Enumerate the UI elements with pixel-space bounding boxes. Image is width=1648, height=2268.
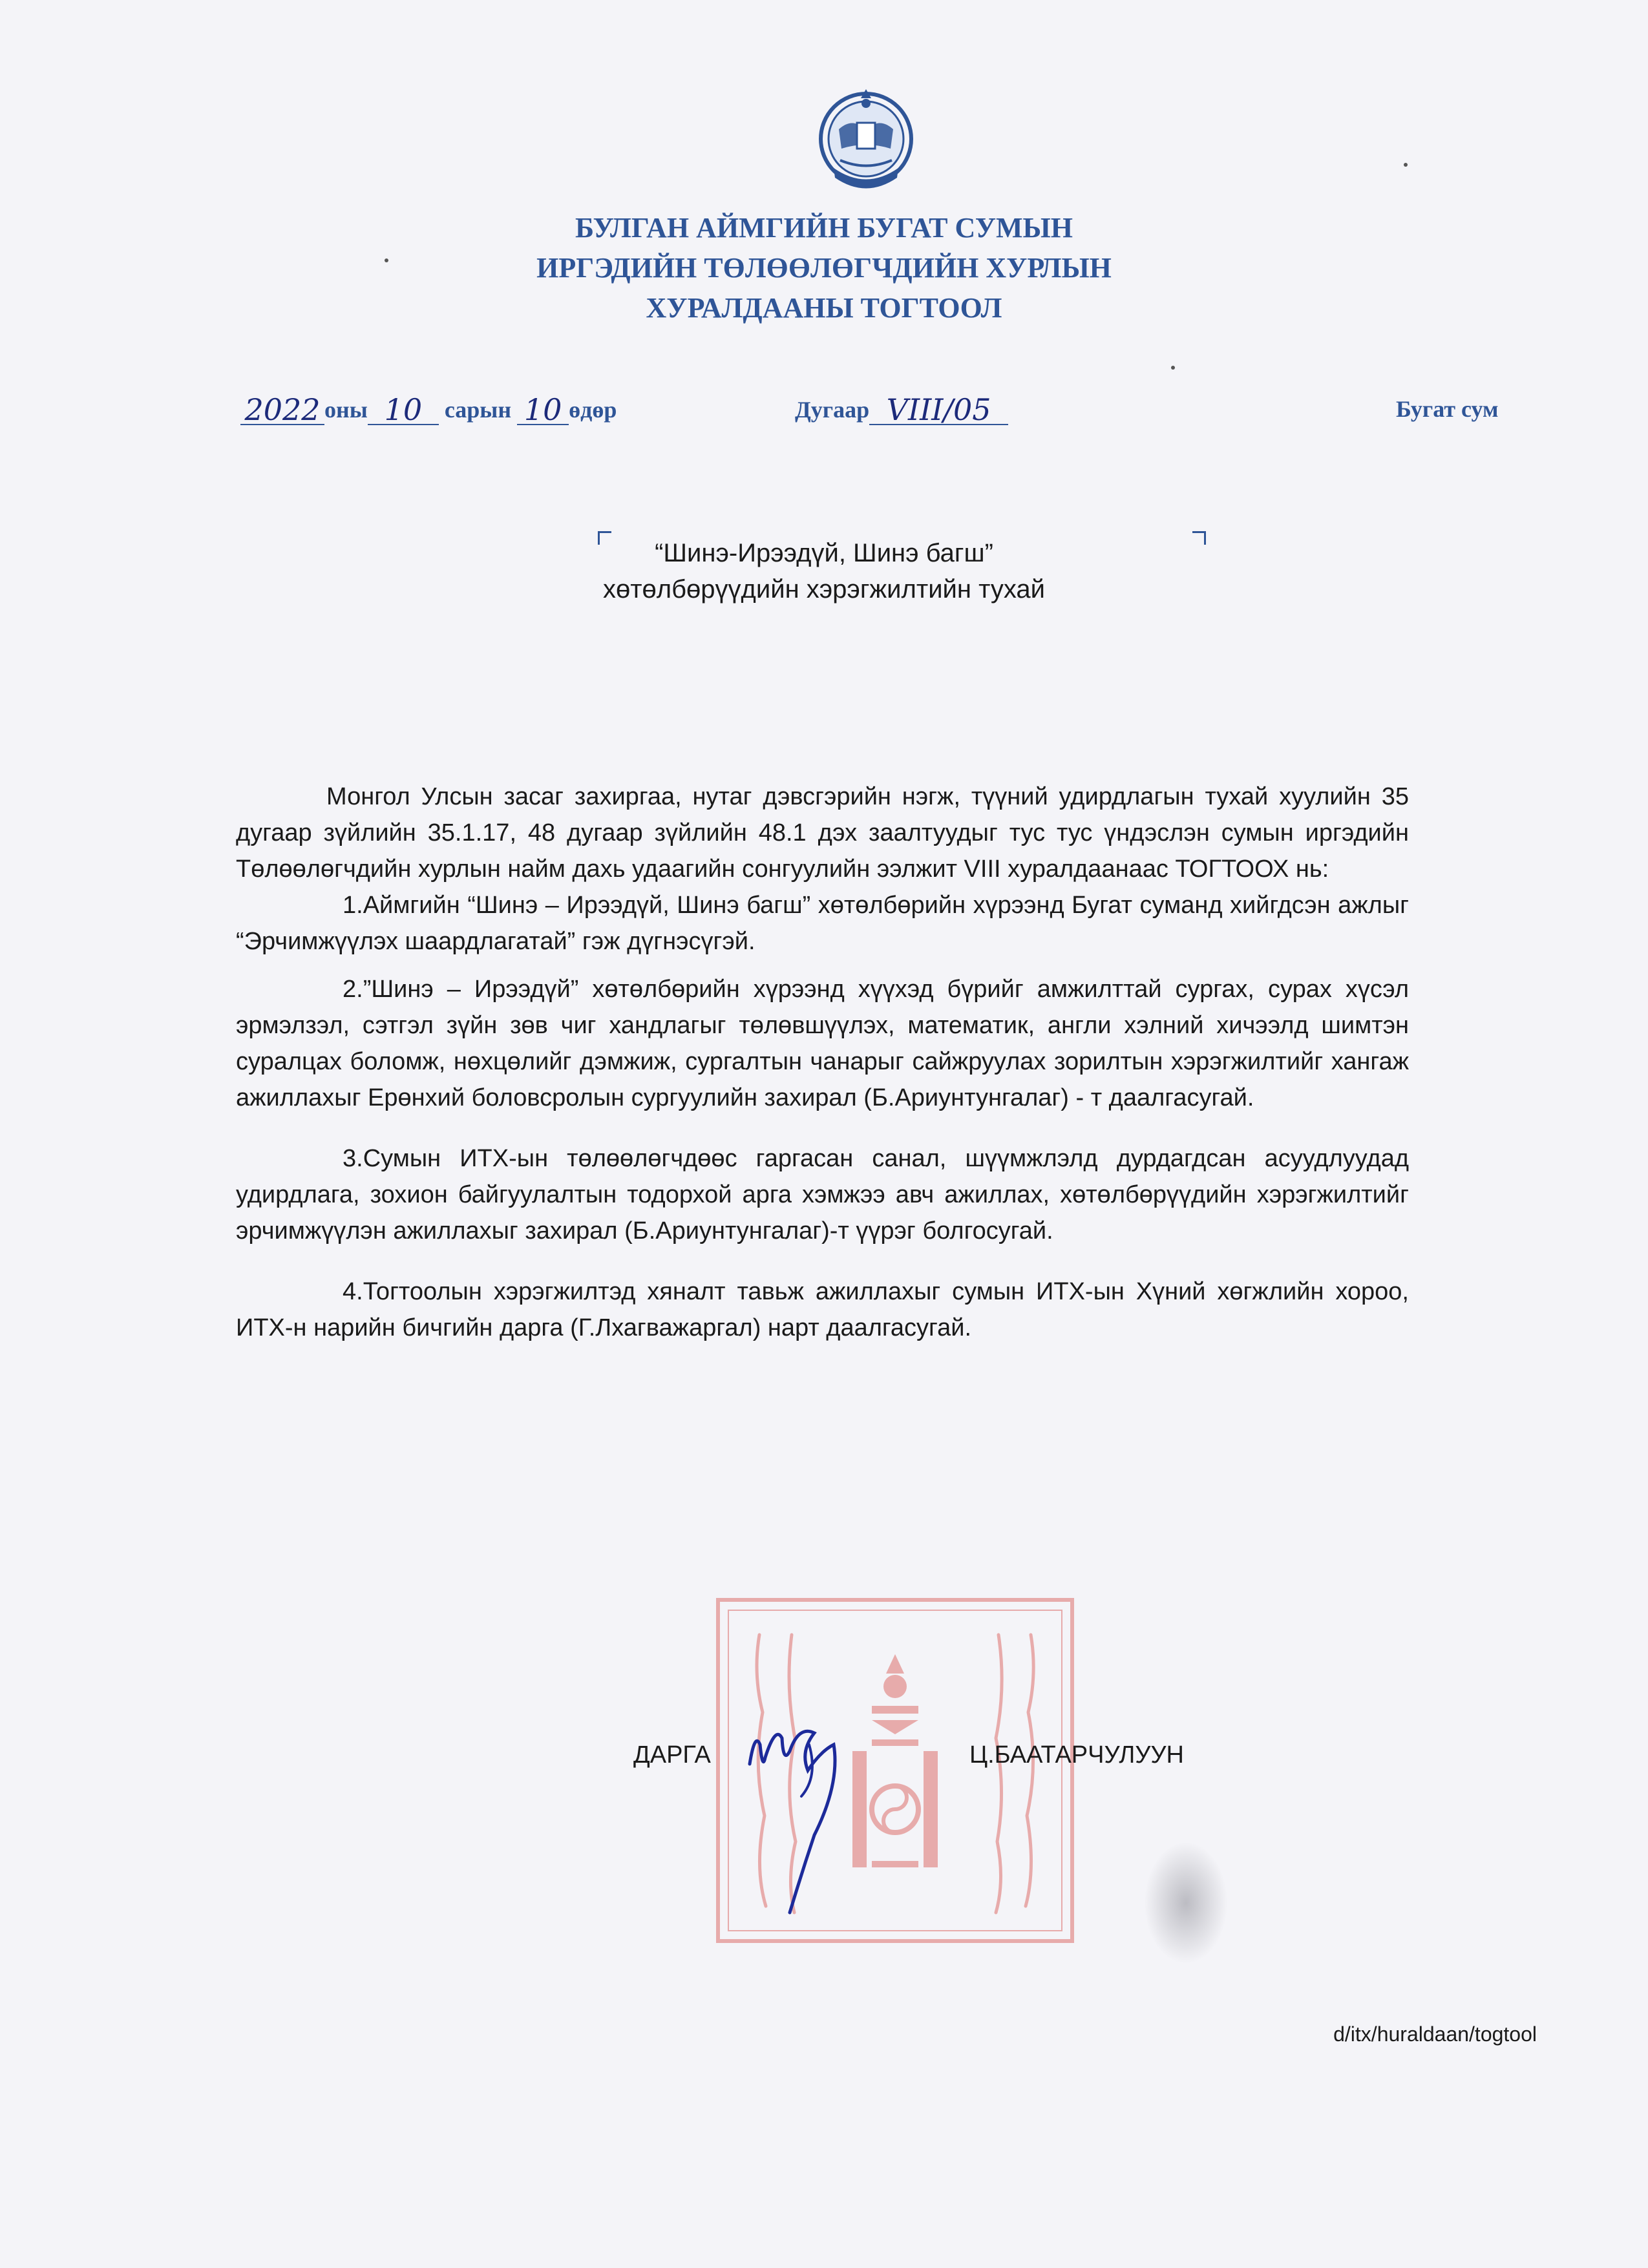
handwritten-signature: [737, 1706, 866, 1919]
scan-speck: [1404, 163, 1408, 167]
resolution-item-4: 4.Тогтоолын хэрэгжилтэд хяналт тавьж ажиллахыг сумын ИТХ-ын Хүний хөгжлийн хороо, ИТХ-н нарийн бичгийн дарга (Г.Лхагважаргал) нарт даалгасугай.: [236, 1278, 1409, 1341]
number-field: [795, 392, 1008, 441]
scan-speck: [385, 258, 388, 262]
state-emblem-icon: [814, 84, 918, 200]
document-title: [0, 535, 1648, 607]
day-handwritten: 10: [517, 395, 569, 425]
day-suffix: өдөр: [569, 397, 617, 423]
number-label: Дугаар: [795, 397, 870, 423]
header-line-3: ХУРАЛДААНЫ ТОГТООЛ: [646, 292, 1002, 324]
year-suffix: оны: [324, 397, 368, 423]
ink-smudge: [1144, 1842, 1228, 1964]
title-line-2: хөтөлбөрүүдийн хэрэгжилтийн тухай: [602, 575, 1045, 604]
intro-paragraph: Монгол Улсын засаг захиргаа, нутаг дэвсгэрийн нэгж, түүний удирдлагын тухай хуулийн 35 дугаар зүйлийн 35.1.17, 48 дугаар зүйлийн 48.1 дэх заалтуудыг тус тус үндэслэн сумын иргэдийн Төлөөлөгчдийн хурлын найм дахь удаагийн сонгуулийн ээлжит VIII хуралдаанаас ТОГТООХ нь:: [236, 783, 1409, 883]
month-suffix: сарын: [444, 397, 512, 423]
date-field: [240, 392, 617, 441]
year-handwritten: 2022: [240, 395, 324, 425]
file-path-footer: d/itx/huraldaan/togtool: [1333, 2022, 1537, 2046]
header-line-2: ИРГЭДИЙН ТӨЛӨӨЛӨГЧДИЙН ХУРЛЫН: [536, 252, 1112, 284]
number-handwritten: VIII/05: [869, 395, 1008, 425]
scan-speck: [1171, 366, 1175, 370]
month-handwritten: 10: [368, 395, 439, 425]
document-body: [236, 779, 1409, 1346]
resolution-item-1: 1.Аймгийн “Шинэ – Ирээдүй, Шинэ багш” хөтөлбөрийн хүрээнд Бугат суманд хийгдсэн ажлыг “Эрчимжүүлэх шаардлагатай” гэж дүгнэсүгэй.: [236, 892, 1409, 955]
header-line-1: БУЛГАН АЙМГИЙН БУГАТ СУМЫН: [575, 212, 1073, 244]
resolution-item-2: 2.”Шинэ – Ирээдүй” хөтөлбөрийн хүрээнд хүүхэд бүрийг амжилттай сургах, сурах хүсэл эрмэлзэл, сэтгэл зүйн зөв чиг хандлагыг төлөвшүүлэх, математик, англи хэлний хичээлд шимтэн суралцах боломж, нөхцөлийг дэмжиж, сургалтын чанарыг сайжруулах зорилтын хэрэгжилтийг хангаж ажиллахыг Ерөнхий боловсролын сургуулийн захирал (Б.Ариунтунгалаг) - т даалгасугай.: [236, 976, 1409, 1111]
resolution-item-3: 3.Сумын ИТХ-ын төлөөлөгчдөөс гаргасан санал, шүүмжлэлд дурдагдсан асуудлуудад удирдлага, зохион байгуулалтын тодорхой арга хэмжээ авч ажиллах, хөтөлбөрүүдийн хэрэгжилтийг эрчимжүүлэн ажиллахыг захирал (Б.Ариунтунгалаг)-т үүрэг болгосугай.: [236, 1145, 1409, 1244]
signer-name: Ц.БААТАРЧУЛУУН: [969, 1741, 1184, 1769]
title-line-1: “Шинэ-Ирээдүй, Шинэ багш”: [655, 539, 993, 567]
document-header: [0, 208, 1648, 328]
signer-title: ДАРГА: [633, 1741, 711, 1769]
place-label: Бугат сум: [1396, 396, 1499, 422]
